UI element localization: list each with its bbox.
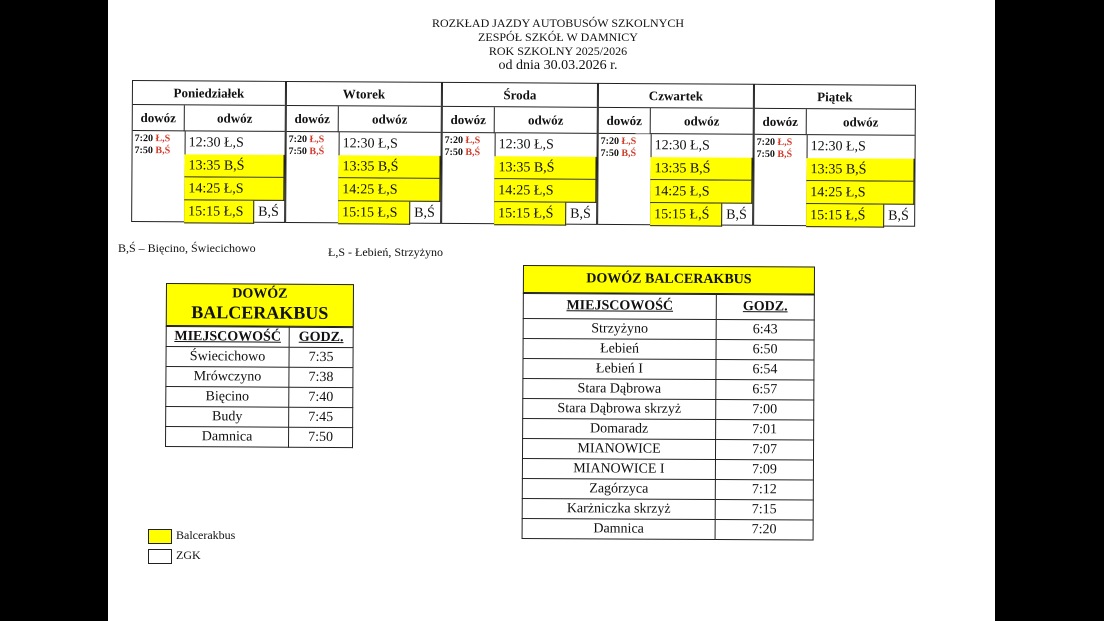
place-cell: Karżniczka skrzyż bbox=[522, 498, 715, 519]
dowoz-time: 7:20 bbox=[600, 135, 620, 147]
odwoz-zgk-note: B,Ś bbox=[414, 205, 435, 221]
legend-bs: B,Ś – Bięcino, Świecichowo bbox=[118, 241, 256, 255]
day-name: Piątek bbox=[755, 85, 915, 110]
place-cell: Świecichowo bbox=[166, 347, 289, 368]
odwoz-cell: 14:25 Ł,S bbox=[338, 178, 440, 202]
dowoz-route: Ł,S bbox=[621, 135, 637, 148]
place-cell: Mrówczyno bbox=[166, 367, 289, 388]
time-cell: 7:38 bbox=[289, 367, 353, 387]
small-table-title bbox=[166, 283, 354, 327]
time-cell: 7:09 bbox=[715, 460, 813, 481]
odwoz-zgk-note: B,Ś bbox=[570, 206, 591, 222]
small-table-header bbox=[166, 327, 353, 348]
big-dowoz-table bbox=[522, 265, 815, 541]
col-odwoz: odwóz bbox=[495, 107, 597, 134]
table-row bbox=[523, 399, 814, 421]
day-column bbox=[597, 83, 754, 226]
dowoz-entry bbox=[757, 137, 793, 149]
place-cell: Strzyżyno bbox=[523, 319, 716, 340]
odwoz-cell: 12:30 Ł,S bbox=[188, 135, 244, 151]
odwoz-zgk-note: B,Ś bbox=[258, 204, 279, 220]
yellow-swatch bbox=[148, 529, 172, 544]
place-cell: MIANOWICE bbox=[522, 439, 715, 460]
time-cell: 6:43 bbox=[716, 320, 814, 341]
table-row bbox=[522, 518, 813, 540]
odwoz-cell: 13:35 B,Ś bbox=[806, 158, 914, 182]
key-zgk-label: ZGK bbox=[176, 548, 201, 562]
table-row bbox=[166, 367, 353, 388]
day-name: Poniedziałek bbox=[133, 81, 285, 106]
dowoz-time: 7:50 bbox=[288, 145, 307, 158]
time-cell: 7:15 bbox=[715, 500, 813, 521]
time-cell: 7:20 bbox=[715, 520, 813, 541]
dowoz-entry bbox=[445, 135, 481, 147]
place-cell: Damnica bbox=[166, 427, 289, 448]
day-name: Środa bbox=[443, 83, 597, 108]
place-cell: Domaradz bbox=[523, 419, 716, 440]
dowoz-entry bbox=[601, 148, 637, 160]
dowoz-entry bbox=[135, 145, 171, 157]
dowoz-time: 7:20 bbox=[756, 136, 776, 148]
day-column bbox=[441, 82, 598, 225]
dowoz-times bbox=[135, 133, 171, 157]
dowoz-time: 7:20 bbox=[134, 133, 154, 145]
dowoz-time: 7:50 bbox=[600, 147, 619, 159]
dowoz-entry bbox=[289, 146, 325, 158]
key-zgk bbox=[148, 548, 201, 564]
place-cell: Stara Dąbrowa skrzyż bbox=[523, 399, 716, 420]
dowoz-route: B,Ś bbox=[777, 148, 793, 161]
col-odwoz: odwóz bbox=[339, 106, 441, 133]
dowoz-entry bbox=[601, 136, 637, 148]
odwoz-cell: 15:15 Ł,Ś bbox=[650, 203, 722, 226]
dowoz-times bbox=[289, 134, 325, 158]
odwoz-cell: 15:15 Ł,S bbox=[338, 201, 410, 224]
header-year: ROK SZKOLNY 2025/2026 bbox=[488, 44, 628, 58]
place-cell: Stara Dąbrowa bbox=[523, 379, 716, 400]
col-dowoz: dowóz bbox=[599, 108, 651, 134]
dowoz-entry bbox=[757, 149, 793, 161]
odwoz-cell: 14:25 Ł,S bbox=[650, 180, 752, 204]
place-cell: Zagórzyca bbox=[522, 478, 715, 499]
table-row bbox=[522, 439, 813, 461]
dowoz-time: 7:50 bbox=[444, 146, 463, 159]
dowoz-route: B,Ś bbox=[621, 147, 637, 160]
header-title: ROZKŁAD JAZDY AUTOBUSÓW SZKOLNYCH bbox=[431, 16, 685, 30]
weekly-schedule bbox=[131, 80, 916, 227]
header-date: od dnia 30.03.2026 r. bbox=[498, 58, 618, 73]
day-column bbox=[285, 81, 442, 224]
place-cell: Budy bbox=[166, 407, 289, 428]
col-dowoz: dowóz bbox=[755, 109, 807, 135]
small-col-time: GODZ. bbox=[289, 327, 353, 347]
small-table-title-line1: DOWÓZ bbox=[232, 286, 288, 302]
table-row bbox=[522, 498, 813, 520]
time-cell: 7:40 bbox=[289, 387, 353, 407]
odwoz-zgk-note: B,Ś bbox=[726, 207, 747, 223]
dowoz-time: 7:50 bbox=[134, 145, 153, 157]
dowoz-route: B,Ś bbox=[309, 146, 325, 158]
table-row bbox=[166, 387, 353, 408]
time-cell: 7:50 bbox=[288, 427, 352, 447]
place-cell: Łebień bbox=[523, 339, 716, 360]
table-row bbox=[522, 458, 813, 480]
table-row bbox=[523, 359, 814, 381]
day-name: Wtorek bbox=[287, 82, 441, 107]
time-cell: 7:07 bbox=[715, 440, 813, 461]
table-row bbox=[523, 339, 814, 361]
time-cell: 6:54 bbox=[716, 360, 814, 381]
dowoz-route: B,Ś bbox=[155, 145, 171, 157]
document-header bbox=[308, 16, 808, 74]
document-page bbox=[108, 0, 995, 621]
col-dowoz: dowóz bbox=[443, 107, 495, 133]
place-cell: Łebień I bbox=[523, 359, 716, 380]
dowoz-route: Ł,S bbox=[309, 134, 325, 146]
white-swatch bbox=[148, 549, 172, 564]
odwoz-cell: 15:15 Ł,Ś bbox=[806, 204, 884, 227]
dowoz-route: B,Ś bbox=[465, 147, 481, 159]
dowoz-route: Ł,S bbox=[465, 135, 481, 147]
col-odwoz: odwóz bbox=[651, 108, 753, 135]
big-col-time: GODZ. bbox=[716, 295, 814, 321]
dowoz-times bbox=[757, 137, 793, 161]
odwoz-cell: 12:30 Ł,S bbox=[342, 136, 398, 152]
time-cell: 7:45 bbox=[289, 407, 353, 427]
odwoz-cell: 14:25 Ł,S bbox=[806, 181, 914, 205]
col-dowoz: dowóz bbox=[287, 106, 339, 132]
time-cell: 7:12 bbox=[715, 480, 813, 501]
table-row bbox=[166, 427, 353, 448]
time-cell: 6:57 bbox=[716, 380, 814, 401]
dowoz-route: Ł,S bbox=[777, 136, 793, 149]
dowoz-entry bbox=[135, 133, 171, 145]
col-odwoz: odwóz bbox=[807, 109, 915, 136]
dowoz-route: Ł,S bbox=[155, 133, 171, 145]
odwoz-cell: 12:30 Ł,S bbox=[654, 138, 710, 154]
dowoz-times bbox=[445, 135, 481, 159]
odwoz-cell: 13:35 B,Ś bbox=[650, 157, 752, 181]
big-table-title: DOWÓZ BALCERAKBUS bbox=[523, 265, 815, 295]
small-table bbox=[165, 326, 354, 448]
odwoz-cell: 14:25 Ł,S bbox=[494, 179, 596, 203]
table-row bbox=[522, 478, 813, 500]
dowoz-entry bbox=[445, 147, 481, 159]
odwoz-cell: 12:30 Ł,S bbox=[498, 137, 554, 153]
dowoz-time: 7:20 bbox=[288, 133, 308, 146]
key-balcerakbus bbox=[148, 528, 235, 544]
odwoz-cell: 14:25 Ł,S bbox=[184, 177, 284, 201]
place-cell: Bięcino bbox=[166, 387, 289, 408]
small-table-title-line2: BALCERAKBUS bbox=[191, 302, 329, 323]
key-balcerakbus-label: Balcerakbus bbox=[176, 528, 236, 542]
legend-ls: Ł,S - Łebień, Strzyżyno bbox=[328, 245, 443, 259]
odwoz-cell: 15:15 Ł,S bbox=[184, 200, 254, 223]
big-table-header bbox=[523, 294, 814, 321]
odwoz-cell: 13:35 B,Ś bbox=[338, 155, 440, 179]
dowoz-entry bbox=[289, 134, 325, 146]
place-cell: MIANOWICE I bbox=[522, 458, 715, 479]
odwoz-zgk-note: B,Ś bbox=[888, 208, 909, 224]
col-odwoz: odwóz bbox=[185, 105, 285, 132]
time-cell: 7:00 bbox=[716, 400, 814, 421]
dowoz-time: 7:50 bbox=[756, 148, 775, 160]
header-school: ZESPÓŁ SZKÓŁ W DAMNICY bbox=[478, 30, 638, 44]
time-cell: 7:35 bbox=[289, 347, 353, 367]
odwoz-cell: 12:30 Ł,S bbox=[810, 139, 866, 155]
day-name: Czwartek bbox=[599, 84, 753, 109]
dowoz-time: 7:20 bbox=[444, 134, 464, 147]
table-row bbox=[166, 347, 353, 368]
big-col-place: MIEJSCOWOŚĆ bbox=[523, 294, 716, 320]
place-cell: Damnica bbox=[522, 518, 715, 539]
time-cell: 6:50 bbox=[716, 340, 814, 361]
odwoz-cell: 15:15 Ł,Ś bbox=[494, 202, 566, 225]
big-table bbox=[522, 293, 815, 541]
table-row bbox=[166, 407, 353, 428]
day-column bbox=[131, 80, 286, 223]
small-col-place: MIEJSCOWOŚĆ bbox=[166, 327, 289, 348]
odwoz-cell: 13:35 B,Ś bbox=[184, 154, 284, 178]
col-dowoz: dowóz bbox=[133, 105, 185, 131]
odwoz-cell: 13:35 B,Ś bbox=[494, 156, 596, 180]
dowoz-times bbox=[601, 136, 637, 160]
table-row bbox=[523, 419, 814, 441]
small-dowoz-table bbox=[165, 283, 354, 448]
table-row bbox=[523, 379, 814, 401]
time-cell: 7:01 bbox=[716, 420, 814, 441]
table-row bbox=[523, 319, 814, 341]
day-column bbox=[753, 84, 916, 227]
